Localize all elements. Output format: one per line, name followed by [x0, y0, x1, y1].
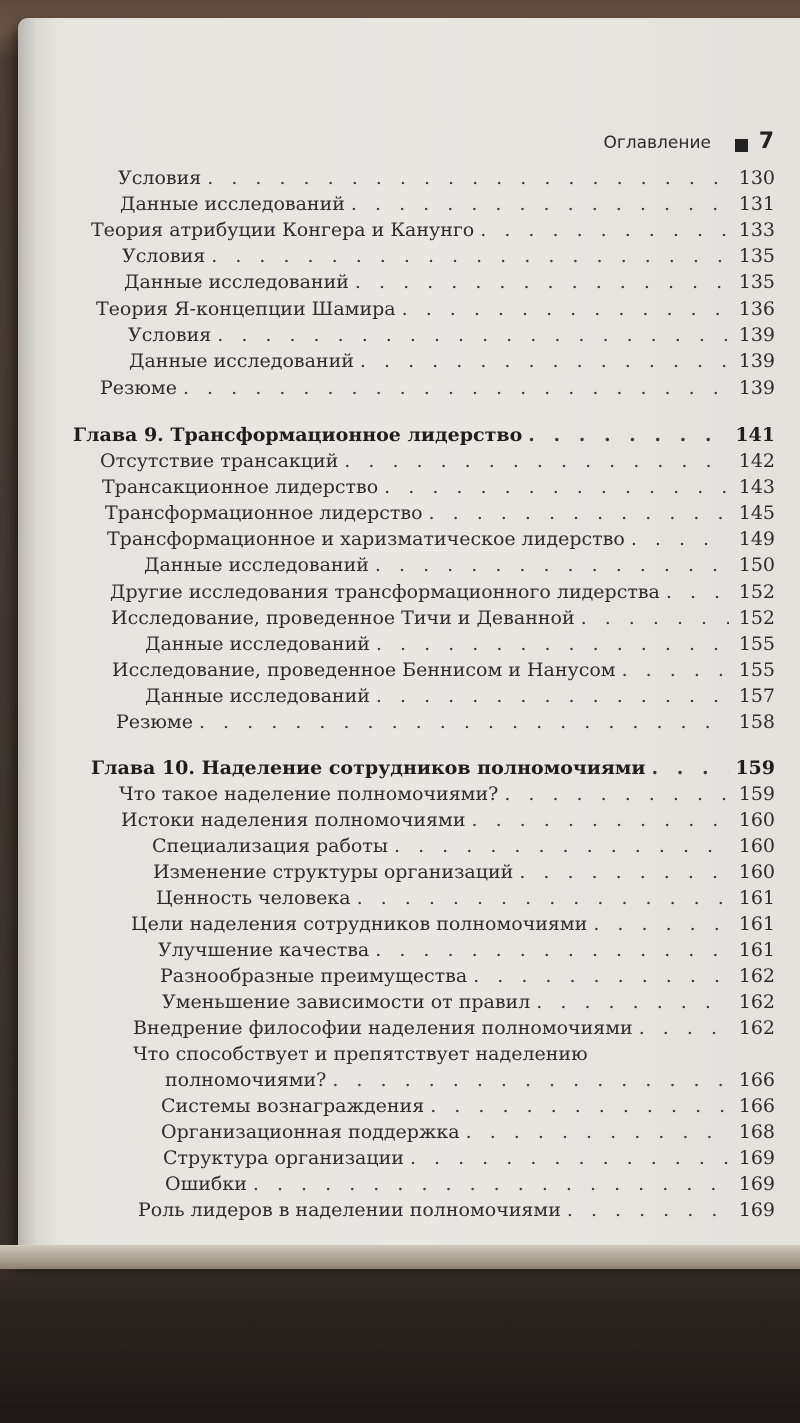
toc-entry-page: 169: [738, 1173, 775, 1195]
toc-entry-title: Организационная поддержка: [161, 1121, 460, 1143]
dot-leader: [384, 475, 729, 500]
toc-entry-page: 133: [738, 219, 775, 241]
toc-entry-title: Другие исследования трансформационного лидерства: [110, 581, 660, 603]
toc-entry-title: Данные исследований: [124, 271, 349, 293]
toc-entry-page: 139: [738, 377, 775, 399]
toc-entry-page: 169: [738, 1147, 775, 1169]
toc-entry-title: Условия: [118, 167, 202, 189]
toc-entry-title: Внедрение философии наделения полномочиями: [133, 1017, 633, 1039]
dot-leader: [466, 1120, 729, 1145]
toc-entry-page: 162: [738, 1017, 775, 1039]
dot-leader: [253, 1172, 729, 1197]
toc-entry-title: Трансформационное и харизматическое лидерство: [107, 528, 625, 550]
toc-entry-title: Условия: [128, 324, 212, 346]
dot-leader: [375, 553, 729, 578]
dot-leader: [375, 938, 729, 963]
toc-entry: [105, 501, 775, 526]
toc-entry-title: Улучшение качества: [158, 939, 370, 961]
toc-entry: [102, 475, 775, 500]
dot-leader: [472, 808, 730, 833]
toc-entry: [111, 606, 775, 631]
toc-entry-title: Изменение структуры организаций: [153, 861, 514, 883]
toc-entry-page: 135: [738, 271, 775, 293]
dot-leader: [211, 244, 729, 269]
toc-entry-page: 160: [738, 835, 775, 857]
dot-leader: [429, 501, 729, 526]
dot-leader: [217, 323, 729, 348]
dot-leader: [344, 449, 729, 474]
page-stack-edge: [0, 1245, 800, 1269]
dot-leader: [376, 684, 729, 709]
toc-entry-title: Глава 9. Трансформационное лидерство: [73, 424, 523, 446]
toc-entry-title: Роль лидеров в наделении полномочиями: [138, 1199, 561, 1221]
toc-entry-page: 152: [738, 581, 775, 603]
toc-entry: [144, 553, 775, 578]
dot-leader: [357, 886, 729, 911]
toc-entry: [161, 1120, 775, 1145]
dot-leader: [480, 218, 729, 243]
toc-entry-title: Специализация работы: [152, 835, 388, 857]
toc-chapter-entry: [73, 423, 775, 448]
toc-chapter-entry: [91, 756, 775, 781]
toc-entry: [122, 244, 775, 269]
toc-entry-title: Истоки наделения полномочиями: [121, 809, 466, 831]
toc-entry-title: Ошибки: [165, 1173, 247, 1195]
dot-leader: [622, 658, 729, 683]
dot-leader: [593, 912, 729, 937]
toc-entry-page: 162: [738, 965, 775, 987]
dot-leader: [360, 349, 729, 374]
toc-entry-page: 166: [738, 1095, 775, 1117]
toc-entry: [128, 323, 775, 348]
toc-entry-title: Теория Я-концепции Шамира: [96, 298, 396, 320]
toc-entry: [110, 580, 775, 605]
toc-entry-title: Разнообразные преимущества: [160, 965, 468, 987]
dot-leader: [430, 1094, 729, 1119]
toc-entry: [152, 834, 775, 859]
toc-entry-title: Цели наделения сотрудников полномочиями: [131, 913, 588, 935]
dot-leader: [473, 964, 729, 989]
toc-entry: [129, 349, 775, 374]
toc-entry-page: 135: [738, 245, 775, 267]
toc-entry: [100, 376, 775, 401]
toc-entry-page: 159: [735, 757, 775, 779]
toc-entry-title: Структура организации: [163, 1147, 404, 1169]
toc-entry-page: 168: [738, 1121, 775, 1143]
toc-entry: [133, 1016, 775, 1041]
toc-entry-page: 157: [738, 685, 775, 707]
toc-entry-page: 161: [738, 913, 775, 935]
toc-entry: [131, 912, 775, 937]
toc-entry: [163, 1146, 775, 1171]
toc-entry: [91, 218, 775, 243]
toc-entry: [124, 270, 775, 295]
dot-leader: [402, 297, 729, 322]
dot-leader: [528, 423, 729, 448]
toc-entry: [153, 860, 775, 885]
toc-entry-page: 158: [738, 711, 775, 733]
toc-entry-page: 145: [738, 502, 775, 524]
toc-entry-title: Ценность человека: [156, 887, 351, 909]
toc-entry: [119, 782, 775, 807]
toc-entry-page: 166: [738, 1069, 775, 1091]
dot-leader: [567, 1198, 729, 1223]
toc-entry-page: 155: [738, 633, 775, 655]
toc-entry-page: 159: [738, 783, 775, 805]
toc-entry: [162, 990, 775, 1015]
dot-leader: [207, 166, 729, 191]
toc-entry-title: Что способствует и препятствует наделению: [133, 1043, 588, 1065]
header-title: Оглавление: [603, 133, 711, 153]
toc-entry-title: Что такое наделение полномочиями?: [119, 783, 499, 805]
toc-entry-page: 130: [738, 167, 775, 189]
page-number: 7: [758, 129, 774, 154]
dot-leader: [199, 710, 729, 735]
dot-leader: [519, 860, 729, 885]
toc-entry-page: 150: [738, 554, 775, 576]
toc-entry: [138, 1198, 775, 1223]
toc-entry-title: Теория атрибуции Конгера и Канунго: [91, 219, 475, 241]
toc-entry-title: Исследование, проведенное Беннисом и Нанусом: [112, 659, 616, 681]
toc-entry-title: Исследование, проведенное Тичи и Деванной: [111, 607, 575, 629]
square-bullet-icon: [735, 139, 748, 152]
toc-entry: [165, 1172, 775, 1197]
dot-leader: [376, 632, 729, 657]
toc-entry: [107, 527, 775, 552]
toc-entry-title: Резюме: [100, 377, 177, 399]
toc-entry: [161, 1094, 775, 1119]
toc-entry-page: 131: [738, 193, 775, 215]
toc-entry: [133, 1042, 588, 1067]
toc-entry: [120, 192, 775, 217]
toc-entry-page: 161: [738, 939, 775, 961]
dot-leader: [536, 990, 729, 1015]
toc-entry: [112, 658, 775, 683]
toc-entry-page: 136: [738, 298, 775, 320]
dot-leader: [351, 192, 729, 217]
toc-entry: [96, 297, 775, 322]
dot-leader: [355, 270, 729, 295]
toc-entry-page: 141: [735, 424, 775, 446]
dot-leader: [631, 527, 729, 552]
toc-entry-title: Отсутствие трансакций: [100, 450, 339, 472]
toc-entry-page: 139: [738, 350, 775, 372]
toc-entry-page: 161: [738, 887, 775, 909]
running-header: [18, 130, 800, 160]
toc-entry-page: 139: [738, 324, 775, 346]
toc-entry-page: 143: [738, 476, 775, 498]
toc-entry: [165, 1068, 775, 1093]
toc-entry-title: Системы вознаграждения: [161, 1095, 425, 1117]
dot-leader: [581, 606, 729, 631]
book-page: [18, 18, 800, 1263]
toc-entry: [158, 938, 775, 963]
toc-entry: [121, 808, 775, 833]
toc-entry-title: Данные исследований: [145, 633, 370, 655]
toc-entry-title: полномочиями?: [165, 1069, 327, 1091]
toc-entry-title: Трансакционное лидерство: [102, 476, 379, 498]
toc-entry-title: Условия: [122, 245, 206, 267]
dot-leader: [394, 834, 729, 859]
toc-entry: [100, 449, 775, 474]
toc-entry-page: 160: [738, 861, 775, 883]
toc-entry-page: 155: [738, 659, 775, 681]
dot-leader: [410, 1146, 729, 1171]
toc-entry-page: 152: [738, 607, 775, 629]
toc-entry: [160, 964, 775, 989]
toc-entry-title: Данные исследований: [145, 685, 370, 707]
toc-entry-title: Данные исследований: [120, 193, 345, 215]
toc-entry: [118, 166, 775, 191]
dot-leader: [639, 1016, 729, 1041]
toc-entry-page: 169: [738, 1199, 775, 1221]
toc-entry: [145, 684, 775, 709]
toc-entry-page: 160: [738, 809, 775, 831]
toc-entry-title: Глава 10. Наделение сотрудников полномочиями: [91, 757, 646, 779]
toc-entry-title: Данные исследований: [129, 350, 354, 372]
dot-leader: [332, 1068, 729, 1093]
toc-entry-title: Резюме: [116, 711, 193, 733]
dot-leader: [504, 782, 729, 807]
toc-entry-page: 142: [738, 450, 775, 472]
dot-leader: [183, 376, 729, 401]
dot-leader: [652, 756, 729, 781]
toc-entry: [145, 632, 775, 657]
dot-leader: [666, 580, 729, 605]
toc-entry: [156, 886, 775, 911]
toc-entry-title: Трансформационное лидерство: [105, 502, 423, 524]
toc-entry: [116, 710, 775, 735]
toc-entry-title: Уменьшение зависимости от правил: [162, 991, 531, 1013]
toc-entry-title: Данные исследований: [144, 554, 369, 576]
toc-entry-page: 162: [738, 991, 775, 1013]
toc-entry-page: 149: [738, 528, 775, 550]
